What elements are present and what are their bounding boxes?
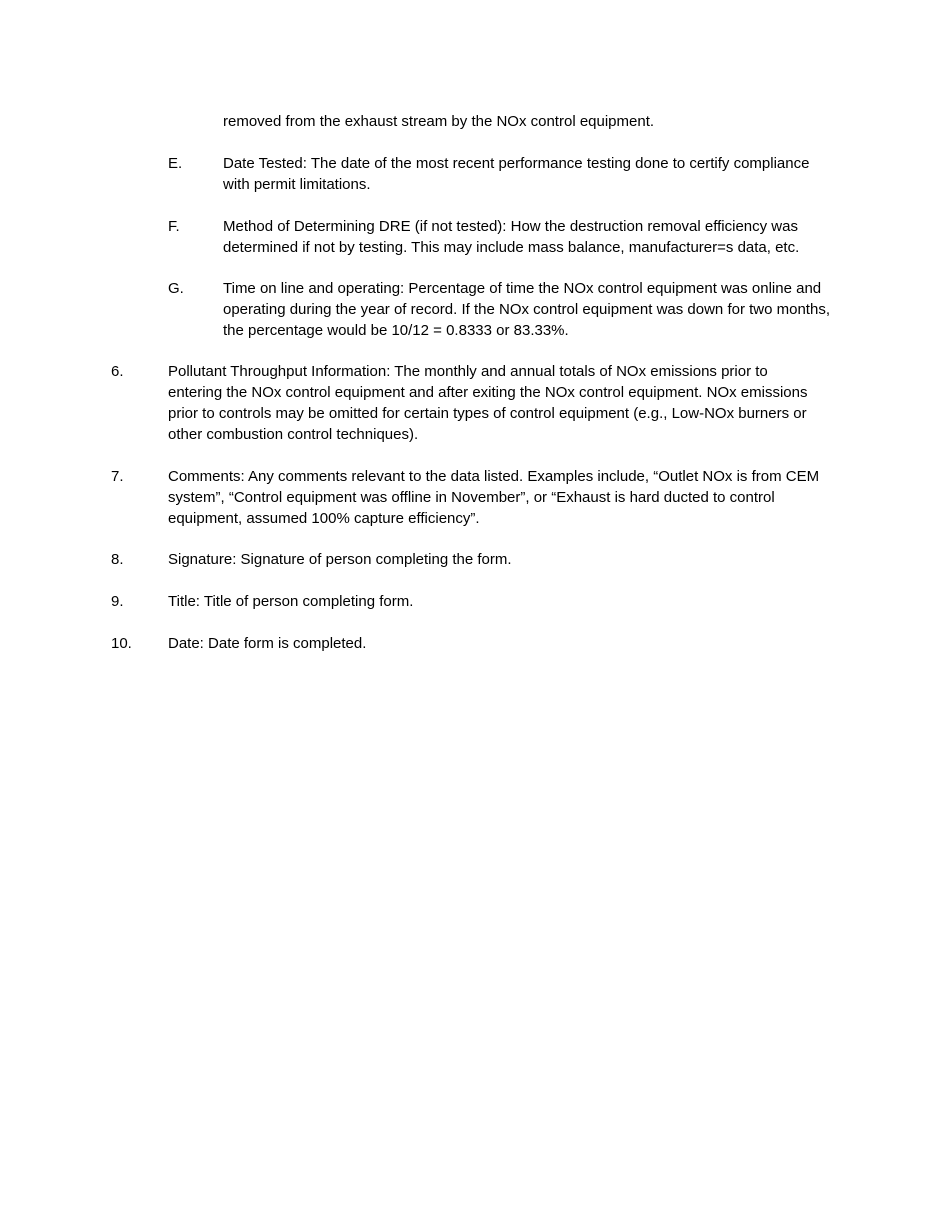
list-marker: 7.	[111, 468, 124, 485]
list-item-text: Time on line and operating: Percentage of time the NOx control equipment was online and operating during the year of record. If the NOx control equipment was down for two months, the percentage would be 10/12 = 0.8333 or 83.33%.	[223, 280, 830, 339]
list-item-text: Date: Date form is completed.	[168, 635, 367, 652]
list-item-text: Signature: Signature of person completing the form.	[168, 551, 512, 568]
list-item-text: Comments: Any comments relevant to the data listed. Examples include, “Outlet NOx is from CEM system”, “Control equipment was offline in November”, or “Exhaust is hard ducted to control equipment, assumed 100% capture efficiency”.	[168, 468, 820, 527]
list-marker: 6.	[111, 363, 124, 380]
continuation-paragraph: removed from the exhaust stream by the NOx control equipment.	[223, 113, 655, 130]
list-item-text: Date Tested: The date of the most recent performance testing done to certify compliance with permit limitations.	[223, 155, 810, 193]
list-marker: 8.	[111, 551, 124, 568]
list-marker: 10.	[111, 635, 132, 652]
list-marker: 9.	[111, 593, 124, 610]
list-item-text: Method of Determining DRE (if not tested): How the destruction removal efficiency was determined if not by testing. This may include mass balance, manufacturer=s data, etc.	[223, 218, 800, 256]
list-item-text: Title: Title of person completing form.	[168, 593, 414, 610]
list-marker: F.	[168, 218, 180, 235]
list-marker: G.	[168, 280, 184, 297]
list-item-text: Pollutant Throughput Information: The monthly and annual totals of NOx emissions prior to entering the NOx control equipment and after exiting the NOx control equipment. NOx emissions prior to controls may be omitted for certain types of control equipment (e.g., Low-NOx burners or other combustion control techniques).	[168, 363, 808, 443]
list-marker: E.	[168, 155, 183, 172]
